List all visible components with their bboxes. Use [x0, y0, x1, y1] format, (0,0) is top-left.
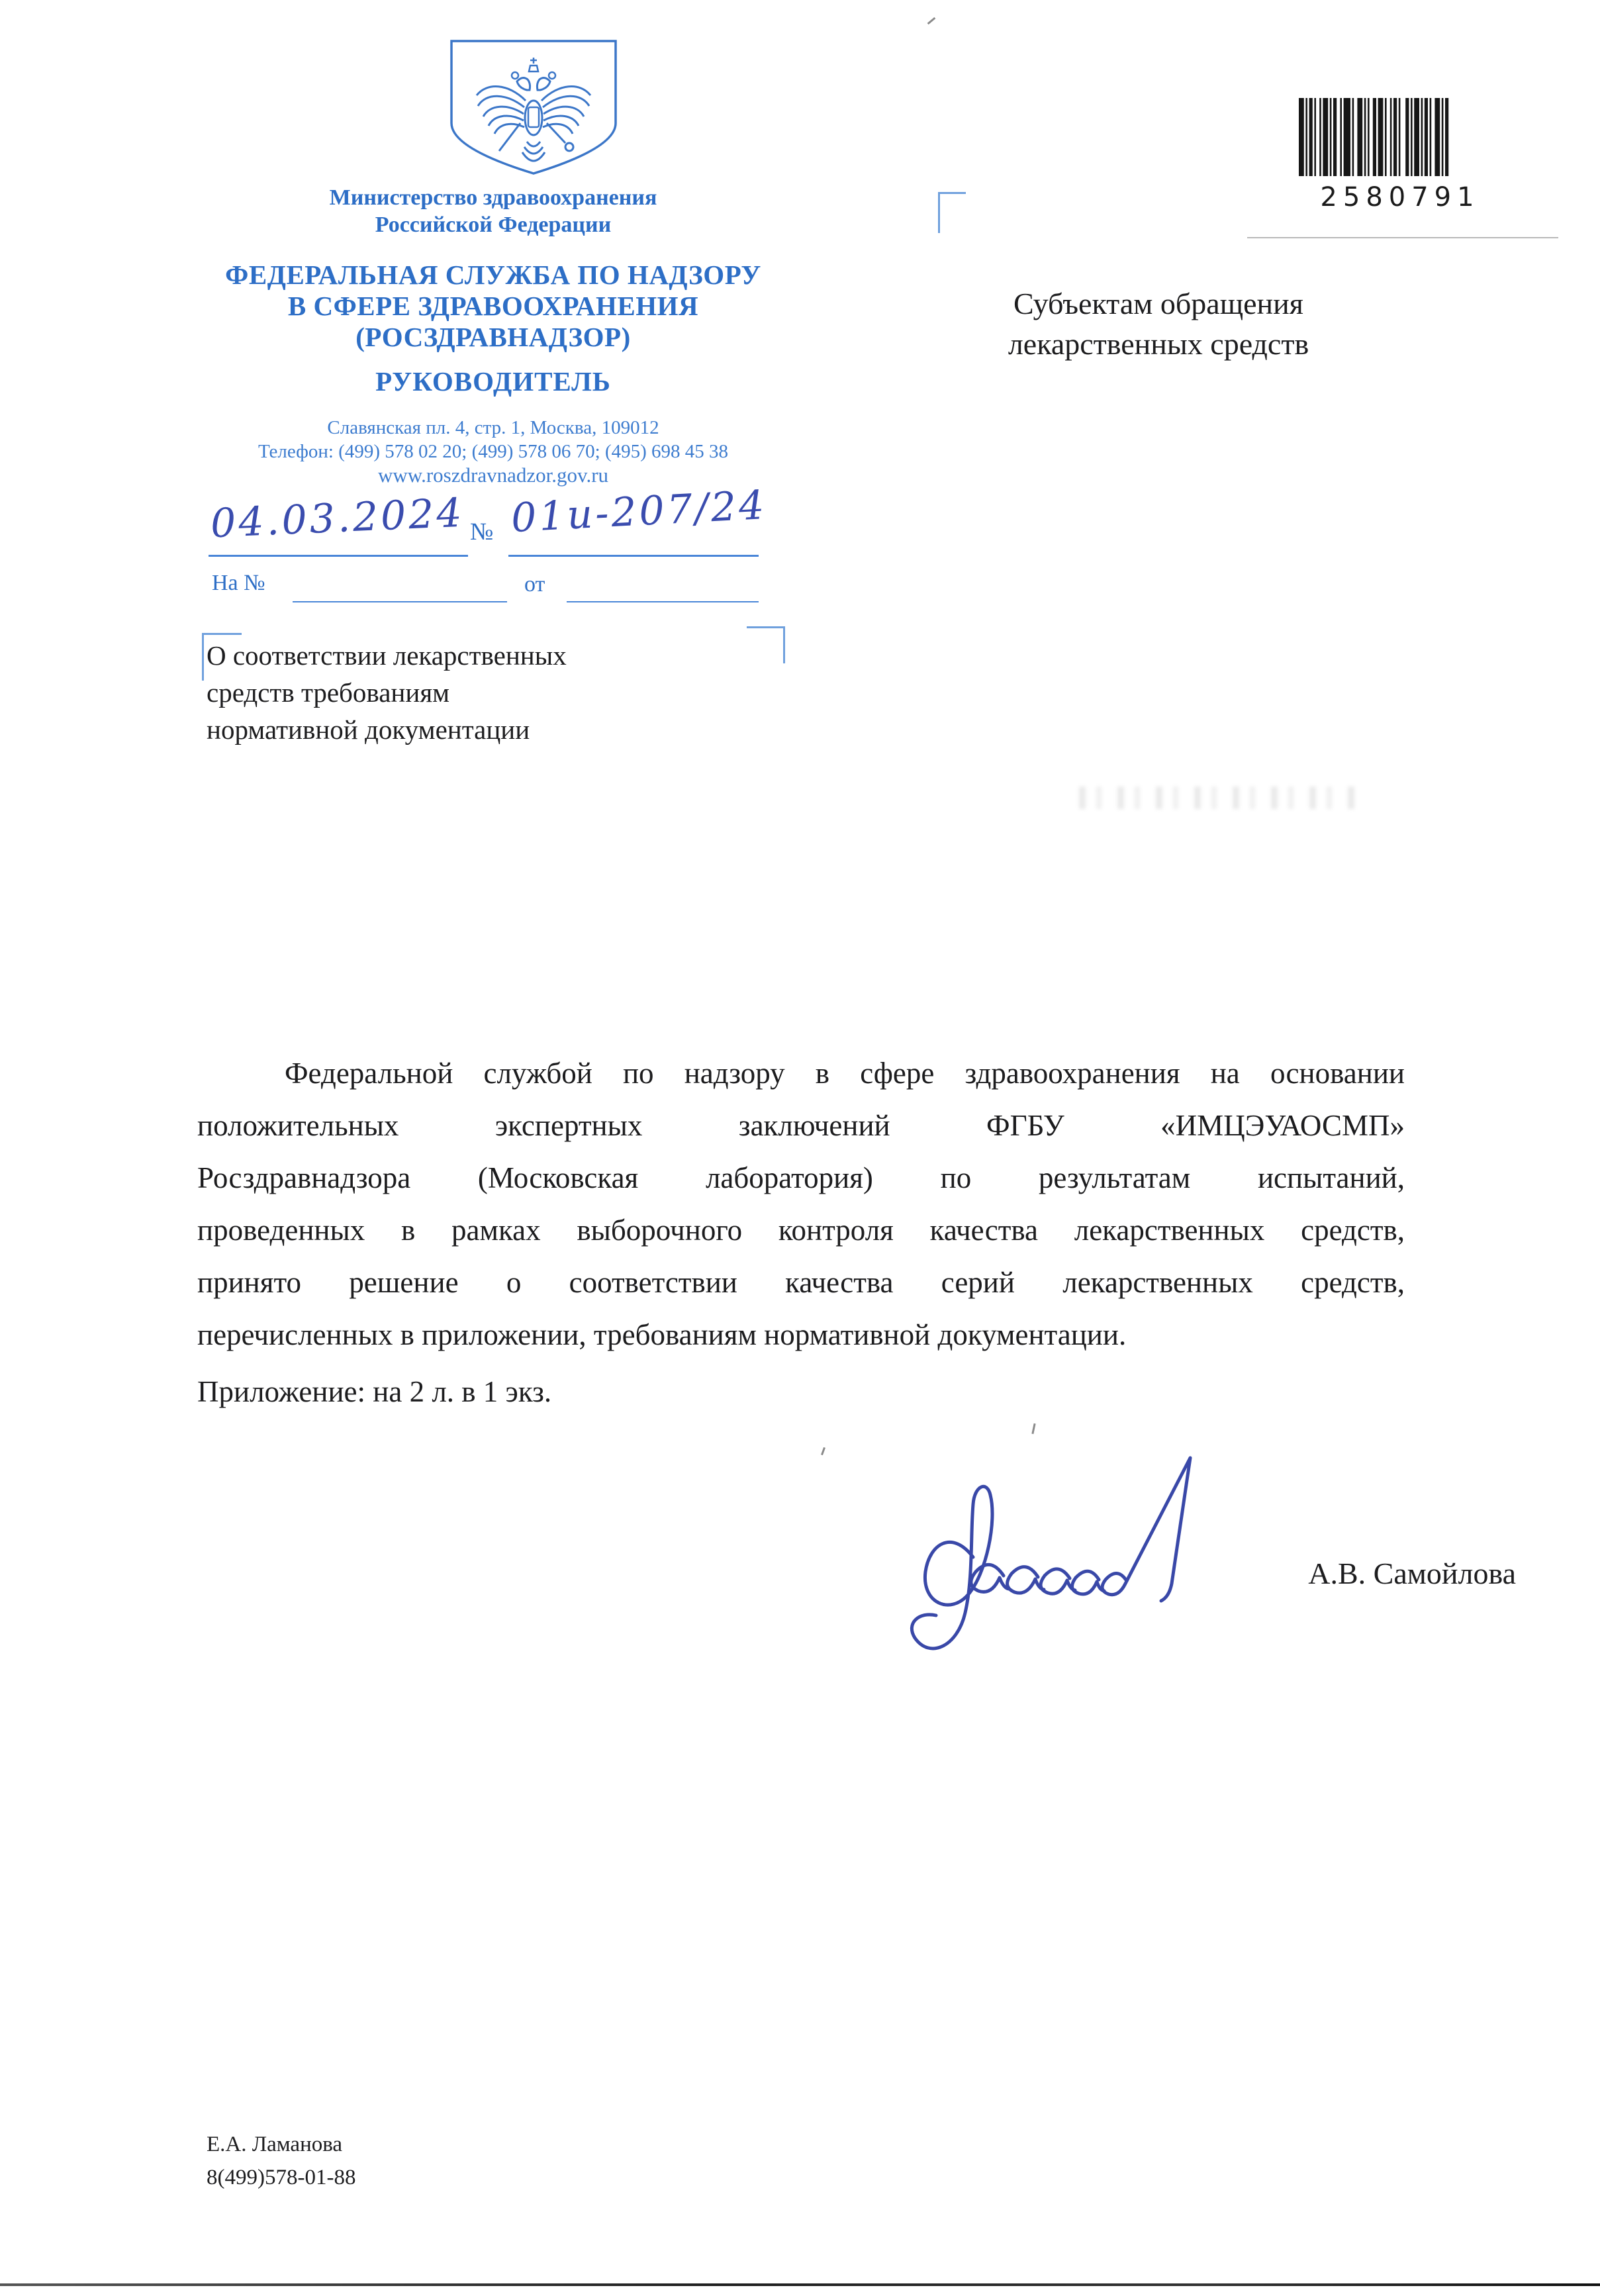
scan-speck: [821, 1447, 825, 1455]
handwritten-date: 04.03.2024: [209, 489, 465, 548]
barcode-icon: [1299, 98, 1501, 177]
service-line3: (РОСЗДРАВНАДЗОР): [355, 322, 631, 352]
body-line: Федеральной службой по надзору в сфере здравоохранения на основании: [285, 1057, 1405, 1090]
recipient-block: [927, 283, 1390, 364]
body-line: положительных экспертных заключений ФГБУ «ИМЦЭУАОСМП»: [197, 1109, 1405, 1142]
coat-of-arms-emblem: [445, 37, 622, 177]
recipient-corner-mark: [938, 192, 966, 233]
position-title: РУКОВОДИТЕЛЬ: [375, 366, 611, 397]
handwritten-signature: [874, 1417, 1258, 1662]
service-line2: В СФЕРЕ ЗДРАВООХРАНЕНИЯ: [287, 291, 699, 321]
registration-barcode: [1299, 98, 1501, 213]
double-headed-eagle-icon: [445, 37, 622, 177]
contact-block: [159, 416, 827, 463]
service-name: [159, 260, 827, 353]
recipient-line2: лекарственных средств: [1008, 327, 1309, 361]
postal-address: Славянская пл. 4, стр. 1, Москва, 109012: [327, 417, 659, 438]
reply-from-label: от: [524, 572, 545, 597]
executor-block: [207, 2128, 355, 2194]
scan-speck: [927, 17, 936, 24]
signatory-name: А.В. Самойлова: [1308, 1556, 1516, 1590]
body-line: принято решение о соответствии качества серий лекарственных средств,: [197, 1266, 1405, 1299]
subject-line1: О соответствии лекарственных: [207, 640, 567, 671]
barcode-number: 2580791: [1320, 182, 1480, 213]
scan-edge-line: [0, 2283, 1600, 2286]
executor-name: Е.А. Ламанова: [207, 2132, 343, 2156]
barcode-separator-line: [1247, 237, 1558, 238]
signature-ink-icon: [874, 1417, 1258, 1662]
body-line: перечисленных в приложении, требованиям нормативной документации.: [197, 1318, 1127, 1351]
subject-block: [207, 637, 736, 748]
ministry-line2: Российской Федерации: [375, 213, 612, 237]
reply-number-blank-line: [293, 601, 507, 602]
recipient-line1: Субъектам обращения: [1013, 287, 1303, 320]
subject-line3: нормативной документации: [207, 714, 530, 745]
body-line: проведенных в рамках выборочного контроля качества лекарственных средств,: [197, 1214, 1405, 1247]
number-underline: [508, 555, 759, 557]
reply-to-label: На №: [212, 571, 265, 595]
executor-phone: 8(499)578-01-88: [207, 2166, 356, 2189]
website: www.roszdravnadzor.gov.ru: [377, 463, 609, 487]
subject-line2: средств требованиям: [207, 677, 450, 708]
number-sign: №: [470, 518, 494, 546]
ministry-name: [159, 184, 827, 238]
ministry-line1: Министерство здравоохранения: [329, 185, 657, 210]
service-line1: ФЕДЕРАЛЬНАЯ СЛУЖБА ПО НАДЗОРУ: [225, 260, 761, 290]
reply-date-blank-line: [567, 601, 759, 602]
body-line: Росздравнадзора (Московская лаборатория) по результатам испытаний,: [197, 1161, 1405, 1194]
date-underline: [209, 555, 468, 557]
body-paragraph: [197, 1047, 1405, 1361]
attachment-note: Приложение: на 2 л. в 1 экз.: [197, 1375, 552, 1408]
phone-numbers: Телефон: (499) 578 02 20; (499) 578 06 70; (495) 698 45 38: [258, 441, 729, 462]
scan-smudge: [1079, 787, 1357, 809]
subject-corner-mark-right: [747, 626, 785, 663]
handwritten-outgoing-number: 01и-207/24: [510, 481, 768, 542]
